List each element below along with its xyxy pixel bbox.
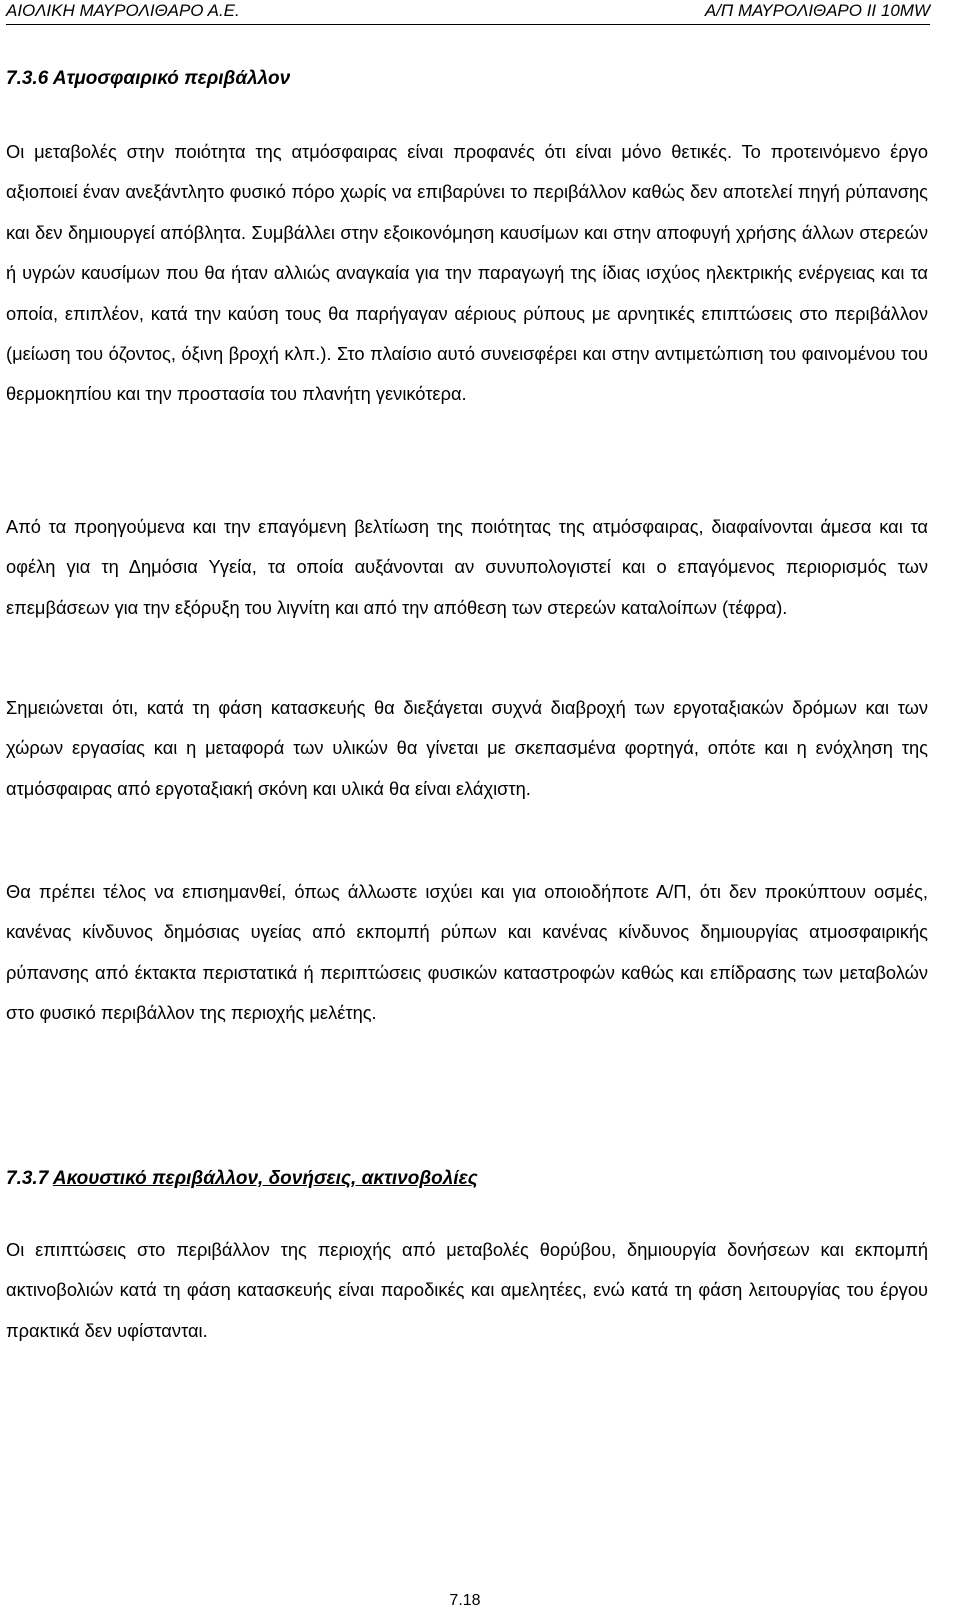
- page-number-text: 7.18: [449, 1592, 481, 1609]
- header-company-name: ΑΙΟΛΙΚΗ ΜΑΥΡΟΛΙΘΑΡΟ Α.Ε.: [6, 1, 240, 20]
- section-number: 7.3.6: [6, 68, 49, 89]
- paragraph-atmosphere-3: Σημειώνεται ότι, κατά τη φάση κατασκευής θα διεξάγεται συχνά διαβροχή των εργοταξιακών δρόμων και των χώρων εργασίας και η μεταφορά των υλικών θα γίνεται με σκεπασμένα φορτηγά, οπότε και η ενόχληση της ατμόσφαιρας από εργοταξιακή σκόνη και υλικά θα είναι ελάχιστη.: [6, 697, 928, 799]
- section-heading-7-3-6: [6, 68, 290, 90]
- paragraph-atmosphere-4: Θα πρέπει τέλος να επισημανθεί, όπως άλλωστε ισχύει και για οποιοδήποτε Α/Π, ότι δεν προκύπτουν οσμές, κανένας κίνδυνος δημόσιας υγείας από εκπομπή ρύπων και κανένας κίνδυνος δημιουργίας ατμοσφαιρικής ρύπανσης από έκτακτα περιστατικά ή περιπτώσεις φυσικών καταστροφών καθώς και επίδρασης των μεταβολών στο φυσικό περιβάλλον της περιοχής μελέτης.: [6, 881, 928, 1024]
- paragraph-acoustic-1: Οι επιπτώσεις στο περιβάλλον της περιοχής από μεταβολές θορύβου, δημιουργία δονήσεων και εκπομπή ακτινοβολιών κατά τη φάση κατασκευής είναι παροδικές και αμελητέες, ενώ κατά τη φάση λειτουργίας του έργου πρακτικά δεν υφίστανται.: [6, 1239, 928, 1341]
- section-number: 7.3.7: [6, 1168, 49, 1189]
- page-header: [6, 2, 930, 25]
- section-title: Ατμοσφαιρικό περιβάλλον: [52, 68, 291, 89]
- section-heading-7-3-7: [6, 1168, 478, 1190]
- header-project-name: Α/Π ΜΑΥΡΟΛΙΘΑΡΟ ΙΙ 10MW: [704, 1, 930, 20]
- page-number: [0, 1592, 960, 1610]
- paragraph-atmosphere-1: Οι μεταβολές στην ποιότητα της ατμόσφαιρας είναι προφανές ότι είναι μόνο θετικές. Το προτεινόμενο έργο αξιοποιεί έναν ανεξάντλητο φυσικό πόρο χωρίς να επιβαρύνει το περιβάλλον καθώς δεν αποτελεί πηγή ρύπανσης και δεν δημιουργεί απόβλητα. Συμβάλλει στην εξοικονόμηση καυσίμων και στην αποφυγή χρήσης άλλων στερεών ή υγρών καυσίμων που θα ήταν αλλιώς αναγκαία για την παραγωγή της ίδιας ισχύος ηλεκτρικής ενέργειας και τα οποία, επιπλέον, κατά την καύση τους θα παρήγαγαν αέριους ρύπους με αρνητικές επιπτώσεις στο περιβάλλον (μείωση του όζοντος, όξινη βροχή κλπ.). Στο πλαίσιο αυτό συνεισφέρει και στην αντιμετώπιση του φαινομένου του θερμοκηπίου και την προστασία του πλανήτη γενικότερα.: [6, 141, 928, 405]
- section-title: Ακουστικό περιβάλλον, δονήσεις, ακτινοβολίες: [52, 1168, 478, 1189]
- paragraph-atmosphere-2: Από τα προηγούμενα και την επαγόμενη βελτίωση της ποιότητας της ατμόσφαιρας, διαφαίνονται άμεσα και τα οφέλη για τη Δημόσια Υγεία, τα οποία αυξάνονται αν συνυπολογιστεί και ο επαγόμενος περιορισμός των επεμβάσεων για την εξόρυξη του λιγνίτη και από την απόθεση των στερεών καταλοίπων (τέφρα).: [6, 516, 928, 618]
